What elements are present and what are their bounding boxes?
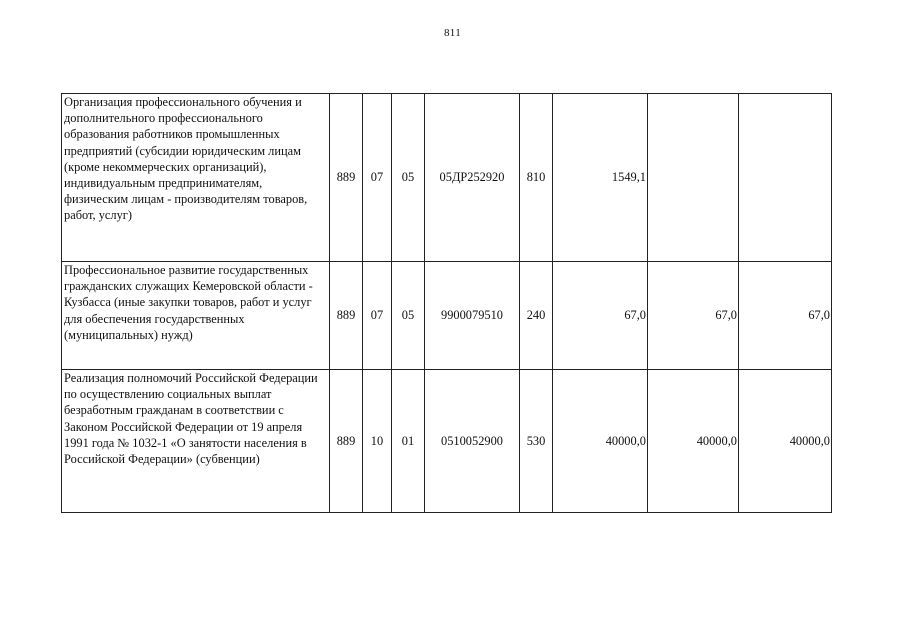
ved-code-cell: 889 <box>330 370 363 513</box>
ved-code-cell: 889 <box>330 262 363 370</box>
table-row <box>62 262 832 370</box>
expense-type-cell: 810 <box>520 94 553 262</box>
expense-type-cell: 240 <box>520 262 553 370</box>
amount-year2-cell <box>648 94 739 262</box>
table-row <box>62 370 832 513</box>
amount-year1-cell: 1549,1 <box>553 94 648 262</box>
amount-year3-cell: 67,0 <box>739 262 832 370</box>
subsection-code-cell: 01 <box>392 370 425 513</box>
amount-year1-cell: 67,0 <box>553 262 648 370</box>
subsection-code-cell: 05 <box>392 94 425 262</box>
table-row <box>62 94 832 262</box>
ved-code-cell: 889 <box>330 94 363 262</box>
amount-year3-cell: 40000,0 <box>739 370 832 513</box>
row-name-cell: Организация профессионального обучения и дополнительного профессионального образования работников промышленных предприятий (субсидии юридическим лицам (кроме некоммерческих организаций), индивидуальным предпринимателям, физическим лицам - производителям товаров, работ, услуг) <box>62 94 330 262</box>
expense-type-cell: 530 <box>520 370 553 513</box>
target-article-cell: 05ДР252920 <box>425 94 520 262</box>
section-code-cell: 07 <box>363 94 392 262</box>
target-article-cell: 0510052900 <box>425 370 520 513</box>
budget-table <box>61 93 832 513</box>
page-number: 811 <box>444 27 461 39</box>
amount-year3-cell <box>739 94 832 262</box>
subsection-code-cell: 05 <box>392 262 425 370</box>
row-name-cell: Профессиональное развитие государственных гражданских служащих Кемеровской области - Кузбасса (иные закупки товаров, работ и услуг для обеспечения государственных (муниципальных) нужд) <box>62 262 330 370</box>
amount-year1-cell: 40000,0 <box>553 370 648 513</box>
section-code-cell: 10 <box>363 370 392 513</box>
row-name-cell: Реализация полномочий Российской Федерации по осуществлению социальных выплат безработным гражданам в соответствии с Законом Российской Федерации от 19 апреля 1991 года № 1032-1 «О занятости населения в Российской Федерации» (субвенции) <box>62 370 330 513</box>
section-code-cell: 07 <box>363 262 392 370</box>
amount-year2-cell: 67,0 <box>648 262 739 370</box>
amount-year2-cell: 40000,0 <box>648 370 739 513</box>
target-article-cell: 9900079510 <box>425 262 520 370</box>
